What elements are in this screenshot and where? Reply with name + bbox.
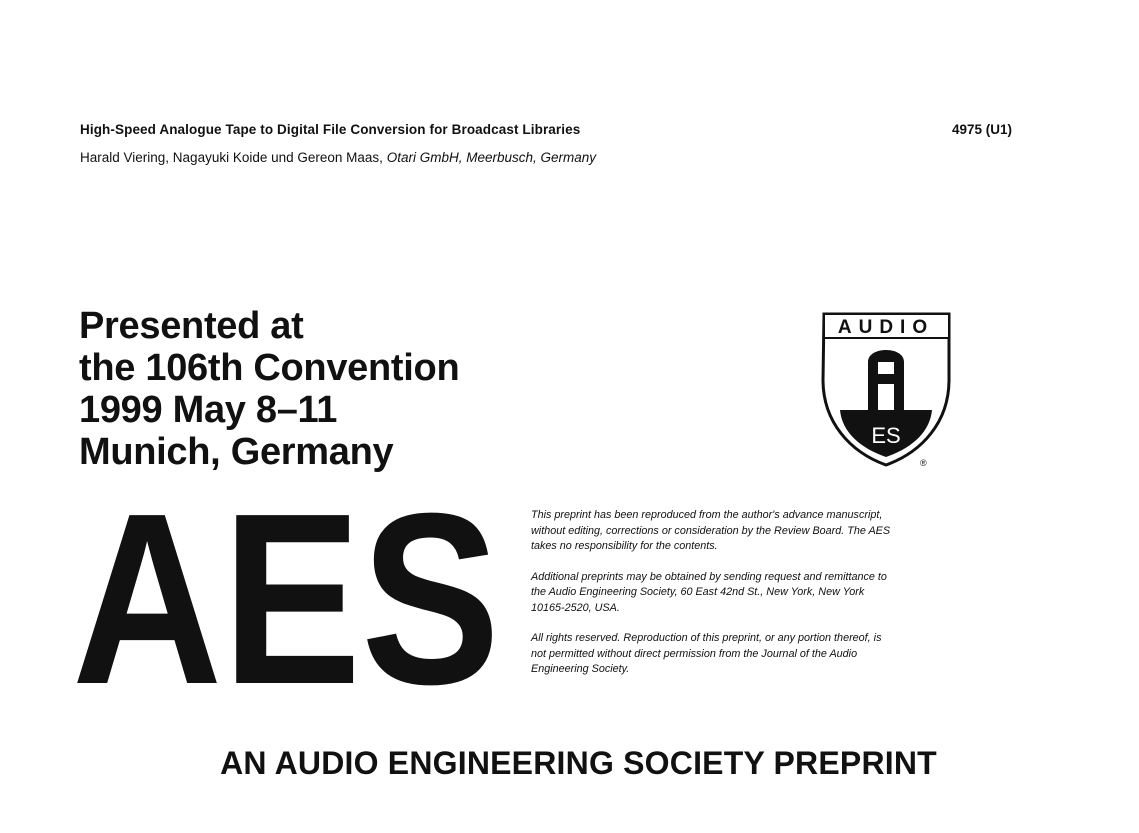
affiliation: Otari GmbH, Meerbusch, Germany [386, 150, 597, 165]
preprint-number: 4975 (U1) [952, 122, 1013, 137]
convention-info [79, 305, 459, 473]
presented-line-2: the 106th Convention [79, 347, 460, 389]
logo-bottom-text: ES [871, 423, 901, 448]
aes-wordmark [72, 500, 502, 690]
paper-title: High-Speed Analogue Tape to Digital File Conversion for Broadcast Libraries [80, 122, 581, 137]
authors-line [80, 150, 596, 165]
disclaimer-paragraph-2: Additional preprints may be obtained by sending request and remittance to the Audio Engineering Society, 60 East 42nd St., New York, New York 10165-2520, USA. [531, 570, 887, 614]
presented-line-4: Munich, Germany [79, 431, 394, 473]
logo-top-text: AUDIO [837, 317, 935, 338]
authors: Harald Viering, Nagayuki Koide und Gereon Maas, [80, 150, 383, 165]
aes-wordmark-text: AES [72, 500, 500, 690]
disclaimer [531, 508, 891, 693]
presented-line-1: Presented at [79, 305, 304, 347]
presented-line-3: 1999 May 8–11 [79, 389, 338, 431]
registered-mark: ® [920, 458, 927, 468]
footer-banner: AN AUDIO ENGINEERING SOCIETY PREPRINT [220, 745, 937, 781]
disclaimer-paragraph-1: This preprint has been reproduced from the author's advance manuscript, without editing, corrections or consideration by the Review Board. The AES takes no responsibility for the contents. [531, 509, 891, 552]
aes-shield-logo [818, 310, 953, 470]
disclaimer-paragraph-3: All rights reserved. Reproduction of this preprint, or any portion thereof, is not permitted without direct permission from the Journal of the Audio Engineering Society. [531, 632, 882, 675]
